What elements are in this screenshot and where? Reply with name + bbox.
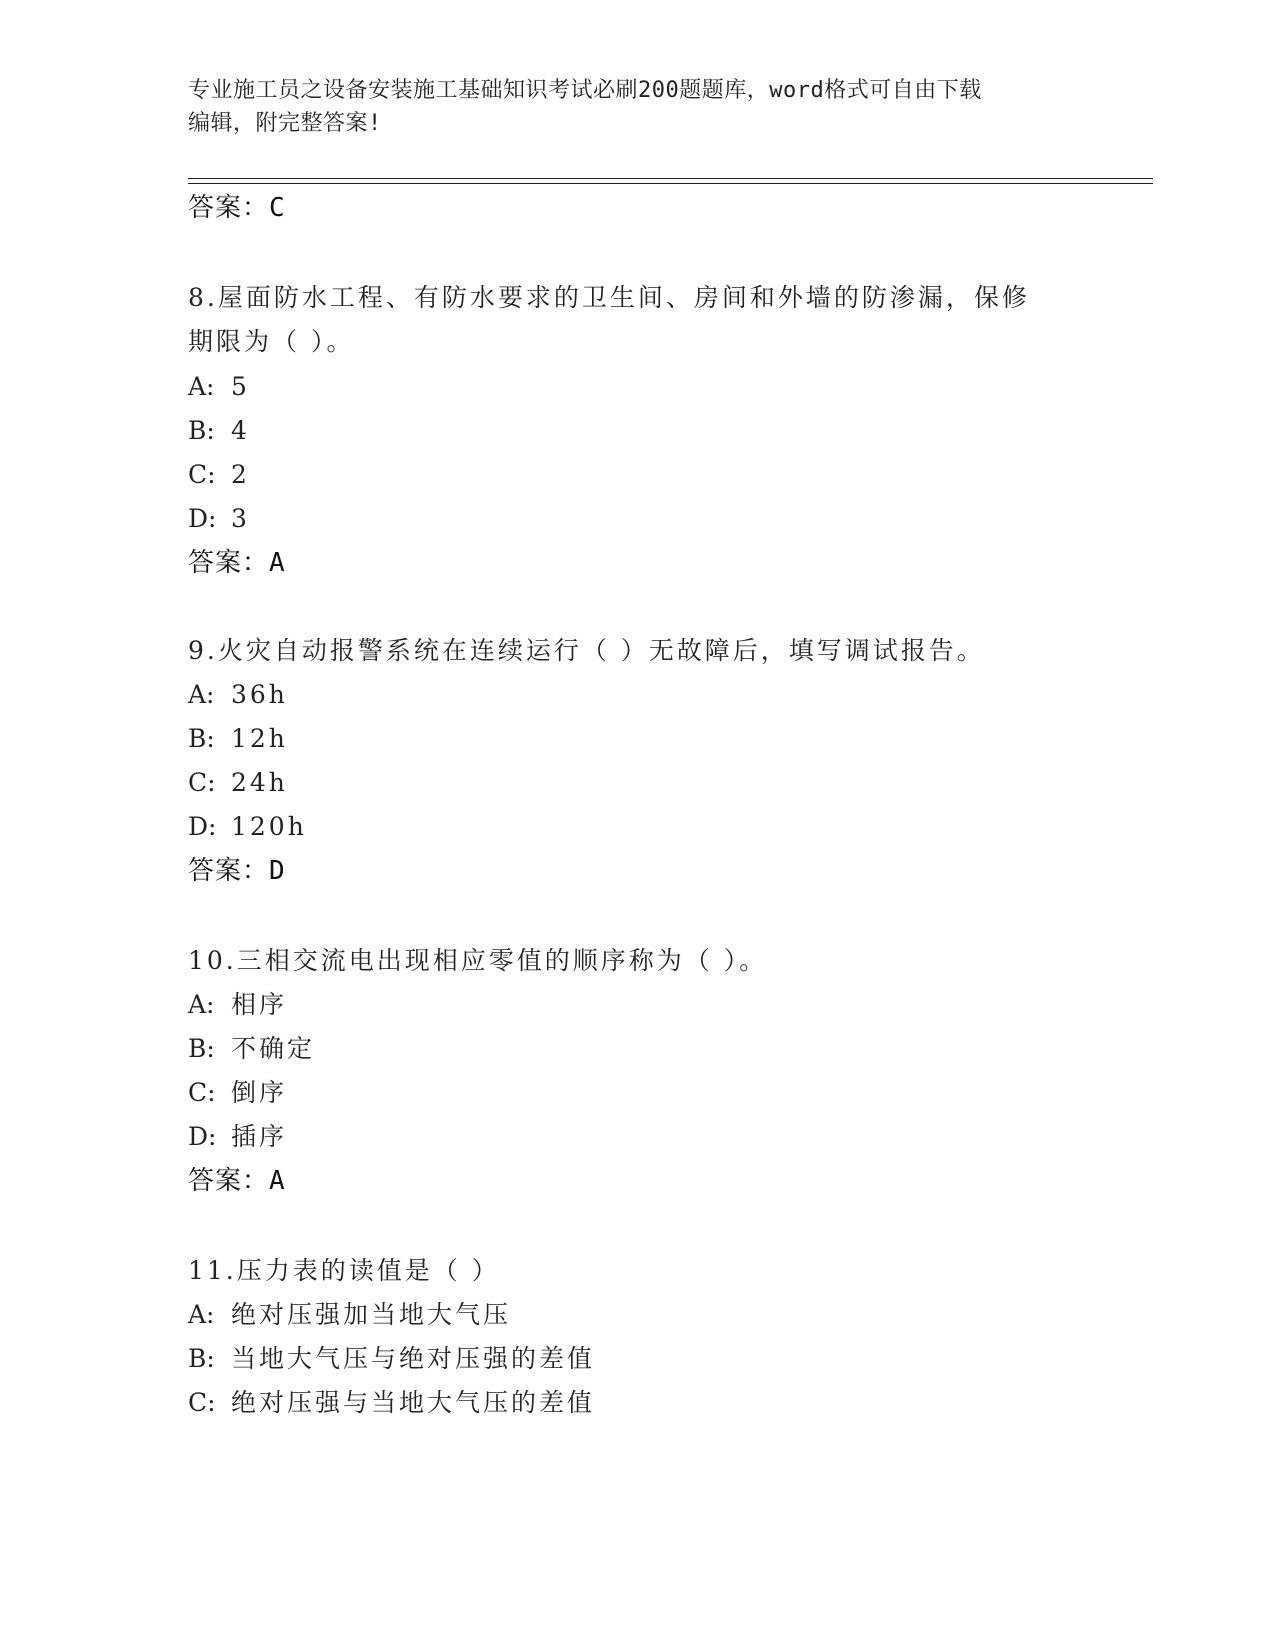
header-divider-top [188, 178, 1153, 179]
option-letter: B: [188, 724, 215, 753]
option-text: 24h [231, 768, 288, 797]
option-text: 2 [231, 460, 250, 489]
option-text: 36h [231, 680, 288, 709]
option-letter: A: [188, 1300, 215, 1329]
question-9-text: 9.火灾自动报警系统在连续运行（ ）无故障后，填写调试报告。 [188, 636, 985, 665]
option-text: 相序 [231, 990, 288, 1019]
option-letter: D: [188, 504, 217, 533]
question-8-text-line-1: 8.屋面防水工程、有防水要求的卫生间、房间和外墙的防渗漏，保修 [188, 283, 1030, 312]
answer-previous: 答案：C [188, 193, 286, 223]
question-10-option-a [188, 988, 287, 1022]
option-letter: A: [188, 680, 215, 709]
option-letter: C: [188, 1388, 216, 1417]
header-line-2: 编辑，附完整答案! [188, 111, 382, 136]
document-header [188, 74, 1068, 140]
question-10-option-d [188, 1120, 287, 1154]
question-9-option-c [188, 766, 288, 800]
option-letter: A: [188, 990, 215, 1019]
option-text: 12h [231, 724, 288, 753]
question-8-option-c [188, 458, 250, 492]
question-10-option-b [188, 1032, 315, 1066]
option-letter: C: [188, 460, 216, 489]
question-9-option-a [188, 678, 288, 712]
option-letter: D: [188, 812, 217, 841]
question-8-option-b [188, 414, 250, 448]
question-11-option-a [188, 1298, 511, 1332]
option-letter: C: [188, 768, 216, 797]
option-letter: B: [188, 1034, 215, 1063]
option-text: 绝对压强加当地大气压 [231, 1300, 512, 1329]
header-divider-bottom [188, 183, 1153, 184]
option-text: 绝对压强与当地大气压的差值 [231, 1388, 596, 1417]
option-letter: C: [188, 1078, 216, 1107]
option-text: 倒序 [231, 1078, 288, 1107]
option-letter: B: [188, 416, 215, 445]
option-letter: D: [188, 1122, 217, 1151]
question-10-option-c [188, 1076, 287, 1110]
question-8-answer: 答案：A [188, 548, 286, 578]
option-text: 5 [231, 372, 250, 401]
option-text: 3 [231, 504, 250, 533]
option-text: 当地大气压与绝对压强的差值 [231, 1344, 596, 1373]
option-letter: A: [188, 372, 215, 401]
question-9-option-b [188, 722, 288, 756]
question-10-text: 10.三相交流电出现相应零值的顺序称为（ ）。 [188, 946, 768, 975]
question-11-option-c [188, 1386, 595, 1420]
question-10-answer: 答案：A [188, 1166, 286, 1196]
question-11-option-b [188, 1342, 595, 1376]
question-9-option-d [188, 810, 307, 844]
question-8-option-d [188, 502, 250, 536]
option-text: 4 [231, 416, 250, 445]
question-8-text-line-2: 期限为（ ）。 [188, 327, 355, 356]
option-text: 不确定 [231, 1034, 316, 1063]
question-8-option-a [188, 370, 250, 404]
option-text: 插序 [231, 1122, 288, 1151]
question-11-text: 11.压力表的读值是（ ） [188, 1256, 500, 1285]
question-9-answer: 答案：D [188, 856, 286, 886]
header-line-1: 专业施工员之设备安装施工基础知识考试必刷200题题库，word格式可自由下载 [188, 78, 982, 103]
option-letter: B: [188, 1344, 215, 1373]
option-text: 120h [231, 812, 307, 841]
